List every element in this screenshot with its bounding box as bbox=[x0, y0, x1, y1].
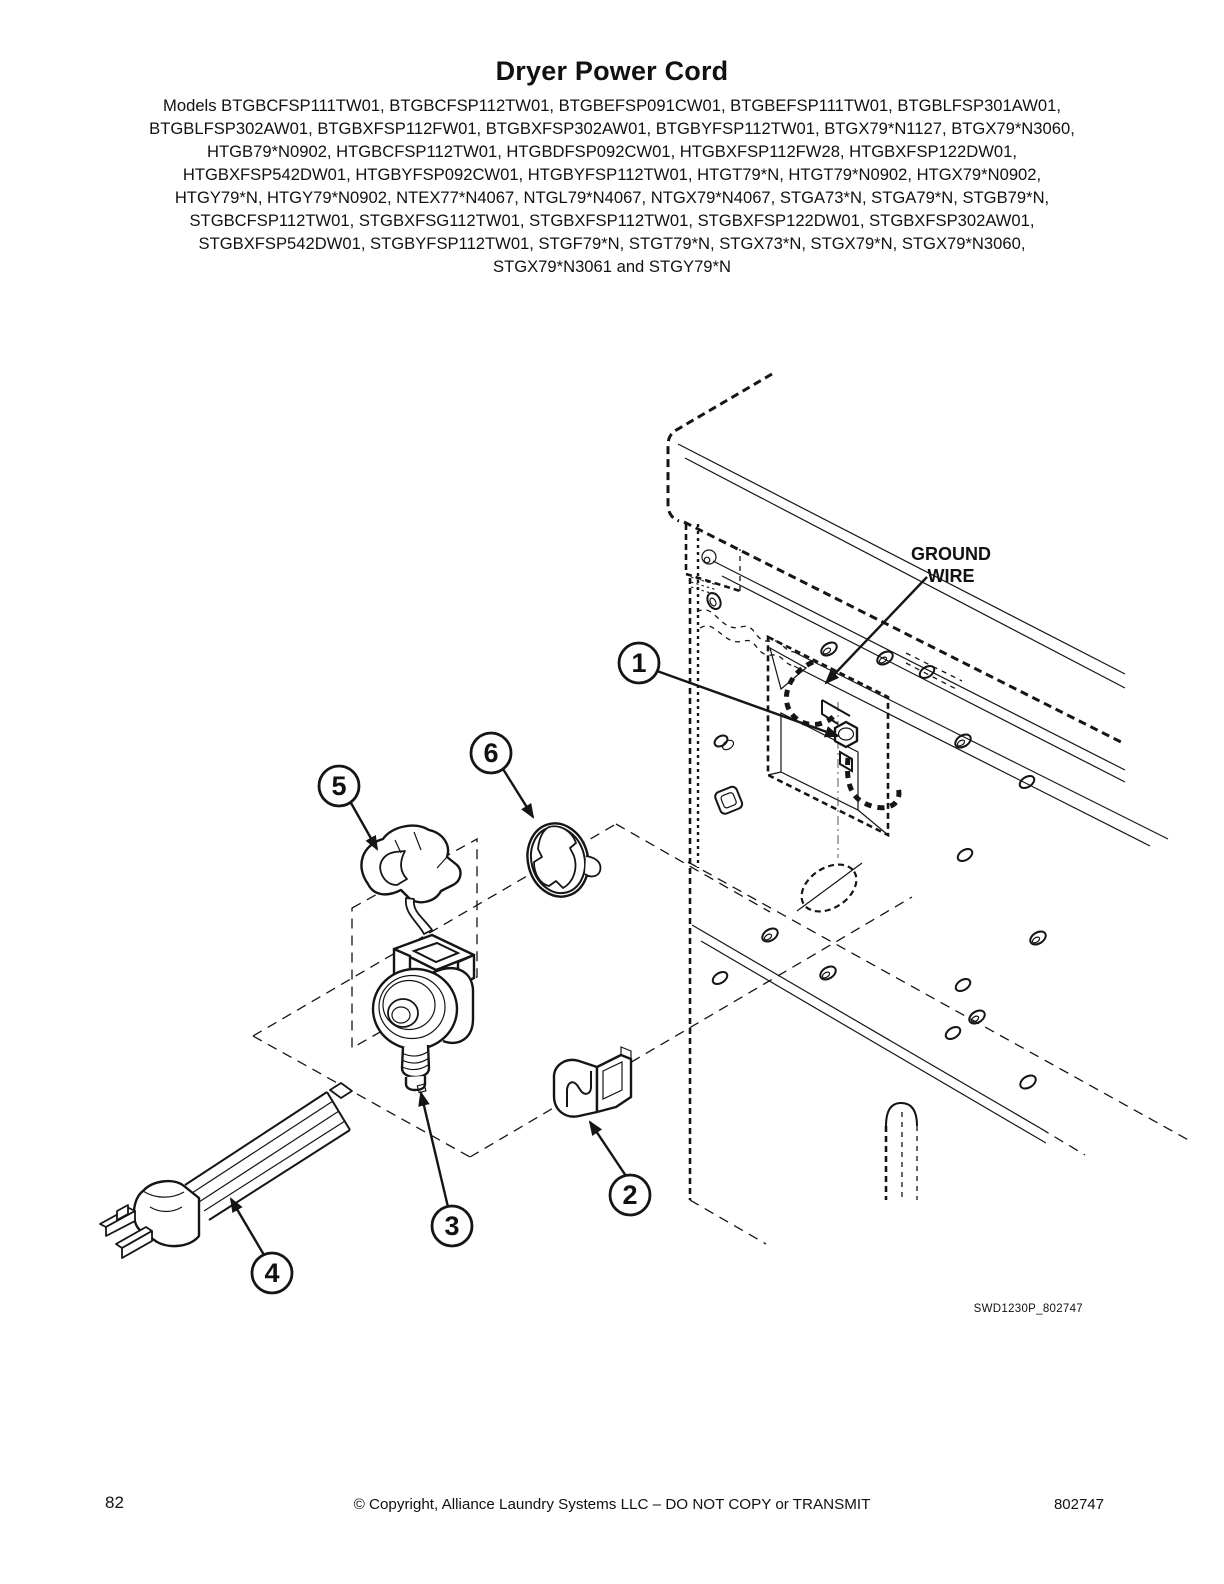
oval-knockout bbox=[793, 855, 865, 921]
callout-3-number: 3 bbox=[444, 1211, 460, 1241]
ground-wire-label-line1: GROUND bbox=[911, 544, 991, 564]
model-list-line: HTGBXFSP542DW01, HTGBYFSP092CW01, HTGBYFSP112TW01, HTGT79*N, HTGT79*N0902, HTGX79*N0902, bbox=[182, 165, 1042, 184]
callout-2-number: 2 bbox=[622, 1180, 638, 1210]
callout-3-arrow bbox=[421, 1093, 448, 1207]
callout-3 bbox=[421, 1093, 472, 1246]
callout-4-number: 4 bbox=[264, 1258, 280, 1288]
cover-ring bbox=[519, 816, 600, 903]
callout-2 bbox=[590, 1122, 650, 1215]
callout-6 bbox=[471, 733, 533, 817]
copyright-line: © Copyright, Alliance Laundry Systems LLC – DO NOT COPY or TRANSMIT bbox=[353, 1496, 871, 1513]
terminal-block-opening bbox=[768, 637, 888, 858]
ground-wire bbox=[786, 662, 899, 808]
cord-grommet bbox=[373, 968, 473, 1092]
callout-1-number: 1 bbox=[631, 648, 647, 678]
callout-5-arrow bbox=[351, 803, 377, 849]
callout-1-arrow bbox=[657, 671, 838, 736]
panel-slot bbox=[886, 1103, 917, 1200]
dryer-cabinet-outline bbox=[668, 374, 1192, 1244]
callout-6-arrow bbox=[503, 769, 533, 817]
model-list-line: STGBCFSP112TW01, STGBXFSG112TW01, STGBXFSP112TW01, STGBXFSP122DW01, STGBXFSP302AW01, bbox=[189, 211, 1035, 230]
callout-2-arrow bbox=[590, 1122, 626, 1176]
ground-wire-upper-coil bbox=[786, 662, 835, 725]
model-list-line: BTGBLFSP302AW01, BTGBXFSP112FW01, BTGBXFSP302AW01, BTGBYFSP112TW01, BTGX79*N1127, BTGX79*N3060, bbox=[149, 119, 1075, 138]
model-list-line: STGX79*N3061 and STGY79*N bbox=[493, 257, 731, 276]
power-cord bbox=[100, 1083, 352, 1258]
model-list-line: HTGB79*N0902, HTGBCFSP112TW01, HTGBDFSP092CW01, HTGBXFSP112FW28, HTGBXFSP122DW01, bbox=[207, 142, 1017, 161]
figure-code: SWD1230P_802747 bbox=[973, 1303, 1083, 1315]
cord-clip bbox=[554, 1047, 631, 1117]
power-cord-cable bbox=[185, 1083, 352, 1220]
document-number: 802747 bbox=[1053, 1496, 1104, 1513]
model-list-line: HTGY79*N, HTGY79*N0902, NTEX77*N4067, NTGL79*N4067, NTGX79*N4067, STGA73*N, STGA79*N, STGB79*N, bbox=[174, 188, 1050, 207]
square-knockout bbox=[714, 785, 744, 815]
page-title: Dryer Power Cord bbox=[495, 56, 729, 86]
page-number: 82 bbox=[105, 1493, 124, 1512]
ground-wire-arrow bbox=[826, 577, 927, 683]
callout-4 bbox=[231, 1199, 292, 1293]
callout-5-number: 5 bbox=[331, 771, 347, 801]
ground-wire-lower-coil bbox=[847, 758, 898, 808]
ground-wire-label bbox=[826, 544, 991, 683]
ground-wire-label-line2: WIRE bbox=[927, 566, 975, 586]
callout-4-arrow bbox=[231, 1199, 264, 1255]
callout-6-number: 6 bbox=[483, 738, 499, 768]
power-cord-plug bbox=[100, 1181, 199, 1258]
callout-5 bbox=[319, 766, 377, 849]
model-list-line: STGBXFSP542DW01, STGBYFSP112TW01, STGF79*N, STGT79*N, STGX73*N, STGX79*N, STGX79*N3060, bbox=[198, 234, 1026, 253]
model-list-line: Models BTGBCFSP111TW01, BTGBCFSP112TW01, BTGBEFSP091CW01, BTGBEFSP111TW01, BTGBLFSP301AW01, bbox=[163, 96, 1061, 115]
